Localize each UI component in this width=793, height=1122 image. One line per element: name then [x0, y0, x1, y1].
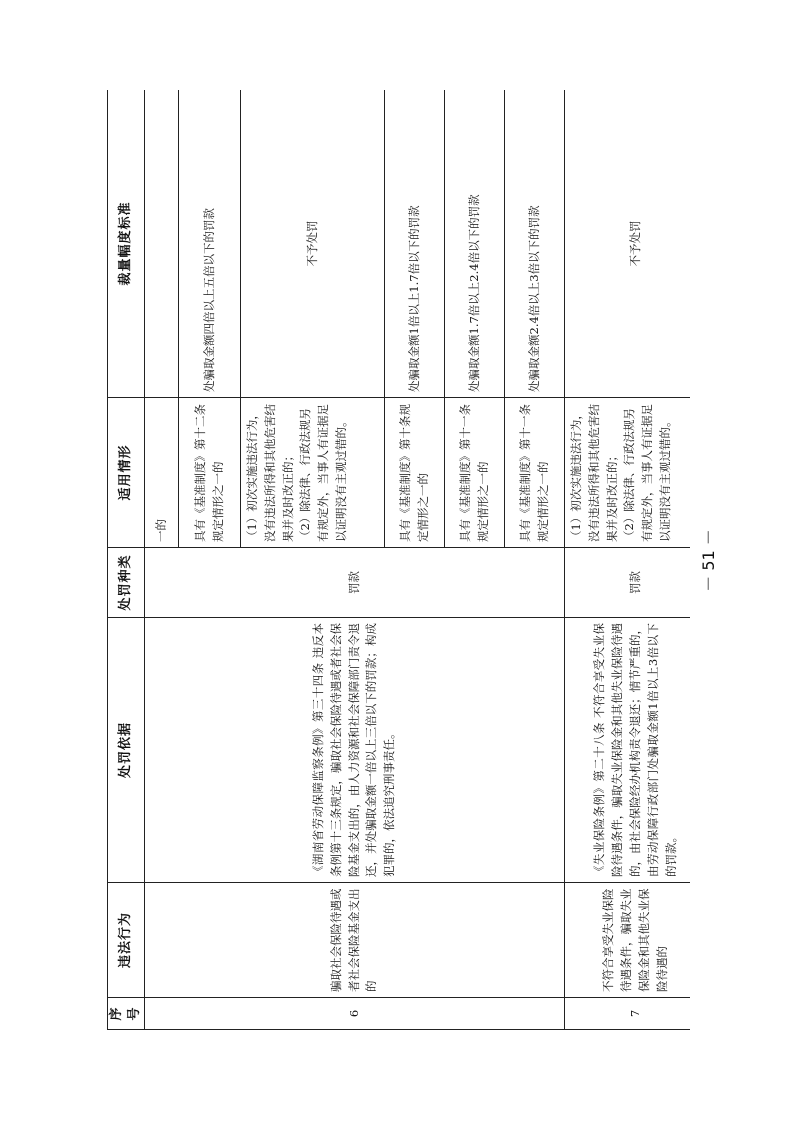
row6-item5-situation: 具有《基准制度》第十一条规定情形之一的 [505, 398, 565, 548]
row7-item1-situation: （1）初次实施违法行为，没有违法所得和其他危害结果并及时改正的； （2）除法律、行政法规另有规定外，当事人有证据足以证明没有主观过错的。 [565, 398, 691, 548]
header-type: 处罚种类 [108, 548, 145, 618]
row6-item3-standard: 处骗取金额1倍以上1.7倍以下的罚款 [385, 90, 445, 398]
page-number-text: － 51 － [698, 528, 718, 592]
header-no: 序号 [108, 998, 145, 1030]
rotated-table-area [107, 90, 690, 1030]
row6-item4-situation: 具有《基准制度》第十一条规定情形之一的 [445, 398, 505, 548]
rotated-table-frame [107, 90, 690, 1030]
row6-item1-situation: 具有《基准制度》第十二条规定情形之一的 [179, 398, 241, 548]
header-basis: 处罚依据 [108, 618, 145, 883]
row7-item1-standard: 不予处罚 [565, 90, 691, 398]
header-situation: 适用情形 [108, 398, 145, 548]
row6-behavior: 骗取社会保险待遇或者社会保险基金支出的 [145, 883, 565, 998]
row7-basis: 《失业保险条例》第二十八条 不符合享受失业保险待遇条件，骗取失业保险金和其他失业保险待遇的，由社会保险经办机构责令退还；情节严重的，由劳动保障行政部门处骗取金额1倍以上3倍以下的罚款。 [565, 618, 691, 883]
table-row [565, 90, 691, 1030]
row6-item2-situation: （1）初次实施违法行为，没有违法所得和其他危害结果并及时改正的； （2）除法律、行政法规另有规定外，当事人有证据足以证明没有主观过错的。 [241, 398, 385, 548]
row6-item2-standard: 不予处罚 [241, 90, 385, 398]
row6-type: 罚款 [145, 548, 565, 618]
header-behavior: 违法行为 [108, 883, 145, 998]
continued-standard [145, 90, 179, 398]
row7-type: 罚款 [565, 548, 691, 618]
row6-item4-standard: 处骗取金额1.7倍以上2.4倍以下的罚款 [445, 90, 505, 398]
row6-item3-situation: 具有《基准制度》第十条规定情形之一的 [385, 398, 445, 548]
penalty-standards-table [107, 90, 690, 1030]
row6-item1-standard: 处骗取金额四倍以上五倍以下的罚款 [179, 90, 241, 398]
continued-situation: 一的 [145, 398, 179, 548]
row6-basis: 《湖南省劳动保障监察条例》第三十四条 违反本条例第十三条规定，骗取社会保险待遇或者社会保险基金支出的，由人力资源和社会保障部门责令退还，并处骗取金额一倍以上三倍以下的罚款；构成犯罪的，依法追究刑事责任。 [145, 618, 565, 883]
table-row-continued [145, 90, 179, 1030]
row6-no: 6 [145, 998, 565, 1030]
row7-behavior: 不符合享受失业保险待遇条件，骗取失业保险金和其他失业保险待遇的 [565, 883, 691, 998]
header-standard: 裁量幅度标准 [108, 90, 145, 398]
page-number [692, 520, 722, 600]
table-header-row [108, 90, 145, 1030]
row6-item5-standard: 处骗取金额2.4倍以上3倍以下的罚款 [505, 90, 565, 398]
row7-no: 7 [565, 998, 691, 1030]
